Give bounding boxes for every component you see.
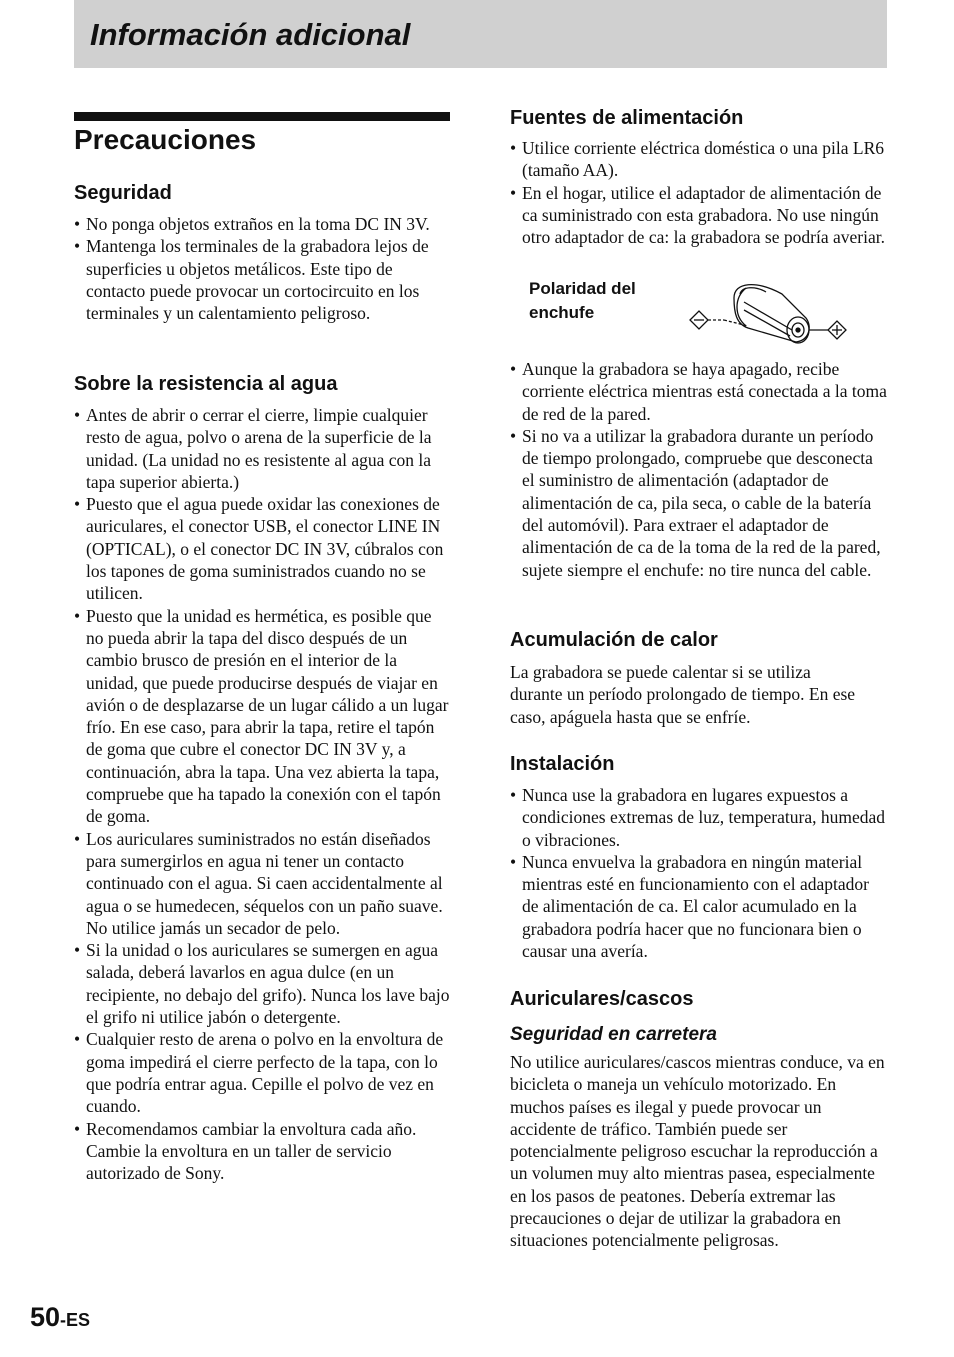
list-item: • Recomendamos cambiar la envoltura cada año. Cambie la envoltura en un taller de servicio autorizado de Sony. — [74, 1118, 450, 1185]
page-number-value: 50 — [30, 1302, 61, 1332]
plug-polarity-diagram — [686, 278, 852, 348]
text-auriculares: No utilice auriculares/cascos mientras conduce, va en bicicleta o maneja un vehículo motorizado. En muchos países es ilegal y puede provocar un accidente de tráfico. También puede ser potencialmente peligroso escuchar la reproducción a un volumen muy alto mientras pasea, especialmente en los pasos de peatones. Debería extremar las precauciones o dejar de utilizar la grabadora en situaciones potencialmente peligrosas. — [510, 1052, 885, 1251]
list-item: • Nunca use la grabadora en lugares expuestos a condiciones extremas de luz, temperatura, humedad o vibraciones. — [510, 784, 888, 851]
page-number-suffix: -ES — [60, 1310, 91, 1330]
heading-instalacion: Instalación — [510, 753, 615, 775]
heading-resistencia-agua: Sobre la resistencia al agua — [74, 373, 338, 395]
heading-acumulacion-calor: Acumulación de calor — [510, 629, 718, 651]
section-title-precauciones: Precauciones — [74, 124, 257, 155]
subheading-seguridad-carretera: Seguridad en carretera — [510, 1024, 717, 1045]
list-item: • Puesto que la unidad es hermética, es posible que no pueda abrir la tapa del disco después de un cambio brusco de presión en el interior de la unidad, que puede producirse después de viajar en avión o de desplazarse de un lugar cálido a un lugar frío. En ese caso, para abrir la tapa, retire el tapón de goma que cubre el conector DC IN 3V y, a continuación, abra la tapa. Una vez abierta la tapa, compruebe que ha tapado la conexión con el tapón de goma. — [74, 605, 450, 828]
list-instalacion — [510, 784, 888, 962]
heading-fuentes-alimentacion: Fuentes de alimentación — [510, 107, 744, 129]
list-item: • Aunque la grabadora se haya apagado, recibe corriente eléctrica mientras está conectada a la toma de red de la pared. — [510, 358, 888, 425]
list-fuentes-top — [510, 137, 888, 248]
page-header-title: Información adicional — [90, 17, 411, 52]
list-seguridad — [74, 213, 450, 324]
list-item: • Cualquier resto de arena o polvo en la envoltura de goma impedirá el cierre perfecto de la tapa, con lo que podría entrar agua. Cepille el polvo de vez en cuando. — [74, 1028, 450, 1117]
list-resistencia-agua — [74, 404, 450, 1184]
heading-seguridad: Seguridad — [74, 182, 172, 204]
plug-label-line-2: enchufe — [529, 303, 595, 322]
list-item: • Antes de abrir o cerrar el cierre, limpie cualquier resto de agua, polvo o arena de la superficie de la unidad. (La unidad no es resistente al agua con la tapa superior abierta.) — [74, 404, 450, 493]
list-item: • Utilice corriente eléctrica doméstica o una pila LR6 (tamaño AA). — [510, 137, 888, 182]
page-number — [30, 1302, 90, 1333]
list-item: • Si no va a utilizar la grabadora durante un período de tiempo prolongado, compruebe que desconecta el suministro de alimentación (adaptador de alimentación de ca, pila seca, o cable de la batería del automóvil). Para extraer el adaptador de alimentación de ca de la toma de la red de la pared, sujete siempre el enchufe: no tire nunca del cable. — [510, 425, 888, 581]
list-item: • Los auriculares suministrados no están diseñados para sumergirlos en agua ni tener un contacto continuado con el agua. Si caen accidentalmente al agua o se humedecen, séquelos con un paño suave. No utilice jamás un secador de pelo. — [74, 828, 450, 939]
plug-polarity-label — [529, 277, 669, 325]
list-item: • Si la unidad o los auriculares se sumergen en agua salada, deberá lavarlos en agua dulce (en un recipiente, no debajo del grifo). Nunca los lave bajo el grifo ni utilice jabón o detergente. — [74, 939, 450, 1028]
text-acumulacion-calor: La grabadora se puede calentar si se utiliza durante un período prolongado de tiempo. En ese caso, apáguela hasta que se enfríe. — [510, 662, 856, 727]
list-item: • No ponga objetos extraños en la toma DC IN 3V. — [74, 213, 450, 235]
list-item: • Nunca envuelva la grabadora en ningún material mientras esté en funcionamiento con el adaptador de alimentación de ca. El calor acumulado en la grabadora podría hacer que no funcionara bien o causar una avería. — [510, 851, 888, 962]
list-item: • Puesto que el agua puede oxidar las conexiones de auriculares, el conector USB, el conector LINE IN (OPTICAL), o el conector DC IN 3V, cúbralos con los tapones de goma suministrados cuando no se utilicen. — [74, 493, 450, 604]
section-rule — [74, 112, 450, 121]
list-fuentes-bottom — [510, 358, 888, 581]
header-band — [74, 0, 887, 68]
list-item: • En el hogar, utilice el adaptador de alimentación de ca suministrado con esta grabadora. No use ningún otro adaptador de ca: la grabadora se podría averiar. — [510, 182, 888, 249]
list-item: • Mantenga los terminales de la grabadora lejos de superficies u objetos metálicos. Este tipo de contacto puede provocar un cortocircuito en los terminales y un calentamiento peligroso. — [74, 235, 450, 324]
heading-auriculares: Auriculares/cascos — [510, 988, 694, 1010]
plug-label-line-1: Polaridad del — [529, 279, 636, 298]
